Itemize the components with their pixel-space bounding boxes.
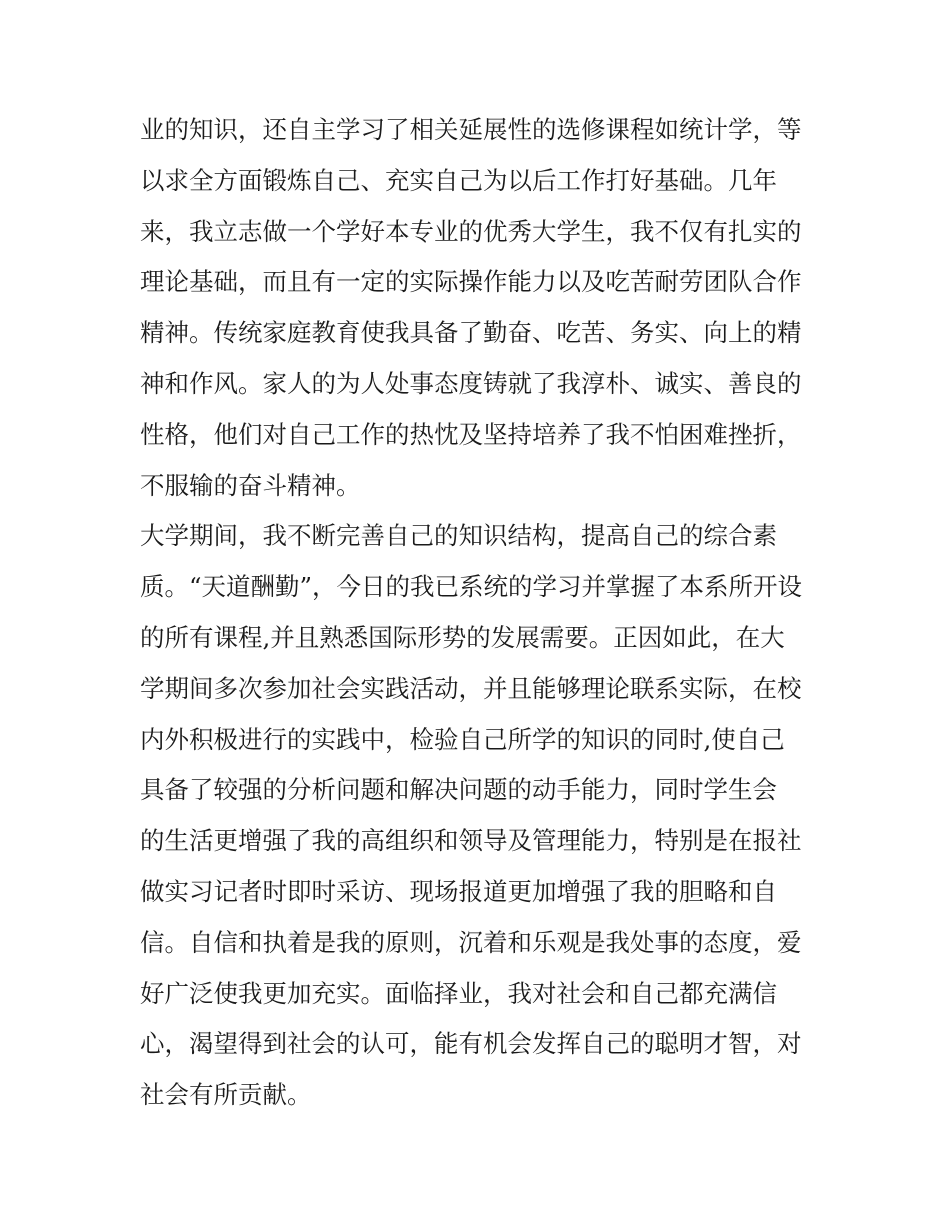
text-line: 神和作风。家人的为人处事态度铸就了我淳朴、诚实、善良的 [140, 368, 802, 398]
text-line: 学期间多次参加社会实践活动，并且能够理论联系实际，在校 [140, 673, 802, 703]
text-line: 精神。传统家庭教育使我具备了勤奋、吃苦、务实、向上的精 [140, 318, 802, 348]
text-line: 业的知识，还自主学习了相关延展性的选修课程如统计学，等 [140, 115, 802, 144]
text-line: 来，我立志做一个学好本专业的优秀大学生，我不仅有扎实的 [140, 216, 802, 246]
text-line: 具备了较强的分析问题和解决问题的动手能力，同时学生会 [140, 775, 777, 805]
text-line: 心，渴望得到社会的认可，能有机会发挥自己的聪明才智，对 [140, 1029, 802, 1059]
body-text [140, 105, 820, 1121]
text-line: 社会有所贡献。 [140, 1080, 312, 1110]
text-line: 的所有课程,并且熟悉国际形势的发展需要。正因如此，在大 [140, 622, 785, 652]
text-line: 质。“天道酬勤”，今日的我已系统的学习并掌握了本系所开设 [140, 572, 803, 602]
text-line: 不服输的奋斗精神。 [140, 470, 361, 500]
text-line: 大学期间，我不断完善自己的知识结构，提高自己的综合素 [140, 521, 777, 551]
text-line: 理论基础，而且有一定的实际操作能力以及吃苦耐劳团队合作 [140, 267, 802, 297]
text-line: 以求全方面锻炼自己、充实自己为以后工作打好基础。几年 [140, 165, 777, 195]
text-line: 内外积极进行的实践中，检验自己所学的知识的同时,使自己 [140, 724, 785, 754]
text-line: 好广泛使我更加充实。面临择业，我对社会和自己都充满信 [140, 978, 777, 1008]
text-line: 信。自信和执着是我的原则，沉着和乐观是我处事的态度，爱 [140, 927, 802, 957]
text-line: 做实习记者时即时采访、现场报道更加增强了我的胆略和自 [140, 876, 777, 906]
text-line: 的生活更增强了我的高组织和领导及管理能力，特别是在报社 [140, 826, 802, 856]
text-line: 性格，他们对自己工作的热忱及坚持培养了我不怕困难挫折， [140, 419, 802, 449]
